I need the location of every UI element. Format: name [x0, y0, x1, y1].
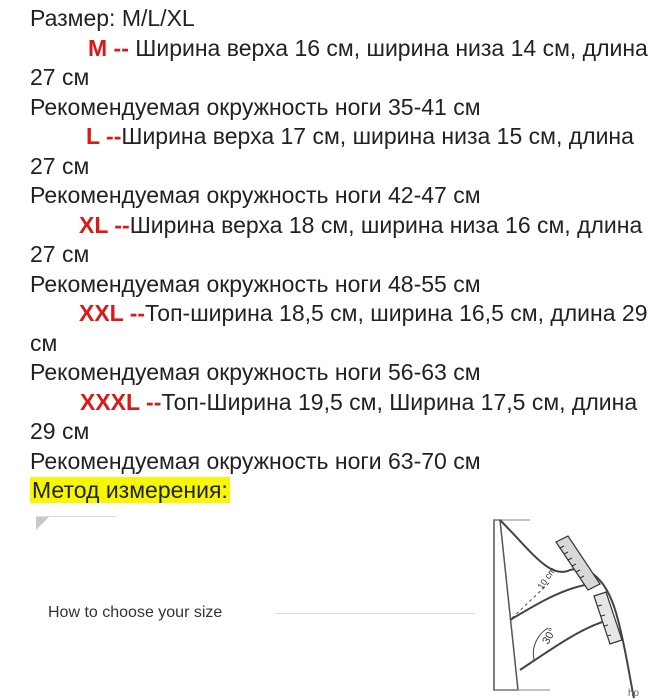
size-desc-xl: Ширина верха 18 см, ширина низа 16 см, длина 27 см — [30, 211, 643, 267]
measure-method-row — [30, 476, 660, 506]
corner-mark: ho — [628, 688, 640, 699]
size-code-xl: XL — [79, 211, 108, 238]
size-guide-figure — [0, 510, 669, 700]
size-header: Размер: M/L/XL — [30, 5, 195, 31]
size-desc-m: Ширина верха 16 см, ширина низа 14 см, длина 27 см — [30, 34, 648, 90]
size-chart-text — [30, 4, 660, 506]
corner-bracket-icon — [36, 516, 50, 530]
size-desc-l: Ширина верха 17 см, ширина низа 15 см, длина 27 см — [30, 123, 634, 179]
size-desc-xxl: Топ-ширина 18,5 см, ширина 16,5 см, длина 29 см — [30, 300, 648, 356]
size-sep-xl: -- — [107, 211, 130, 238]
size-rec-m: Рекомендуемая окружность ноги 35-41 см — [30, 93, 481, 120]
angle-label: 30° — [540, 626, 559, 647]
size-sep-l: -- — [99, 123, 122, 149]
size-code-m: M — [88, 34, 108, 61]
figure-caption: How to choose your size — [48, 604, 223, 621]
figure-rule-mid — [275, 613, 475, 614]
size-desc-xxxl: Топ-Ширина 19,5 см, Ширина 17,5 см, длина 29 см — [30, 388, 638, 444]
size-sep-xxl: -- — [123, 300, 146, 326]
size-code-xxl: XXL — [79, 300, 124, 326]
size-code-xxxl: XXXL — [80, 388, 140, 415]
size-row-xxl — [30, 299, 660, 358]
size-rec-xl: Рекомендуемая окружность ноги 48-55 см — [30, 270, 481, 297]
size-code-l: L — [86, 123, 100, 149]
size-row-xl — [30, 211, 660, 270]
size-sep-m: -- — [107, 34, 129, 61]
measure-length-label: 10 cm — [535, 565, 558, 592]
measure-method-label: Метод измерения: — [32, 477, 228, 503]
size-row-xxxl — [30, 388, 660, 447]
size-row-m — [30, 34, 660, 93]
size-sep-xxxl: -- — [139, 388, 162, 415]
figure-rule-top — [36, 516, 116, 517]
size-rec-l: Рекомендуемая окружность ноги 42-47 см — [30, 182, 481, 208]
size-rec-xxl: Рекомендуемая окружность ноги 56-63 см — [30, 359, 481, 385]
size-row-l — [30, 122, 660, 181]
knee-measure-diagram — [490, 510, 650, 700]
size-rec-xxxl: Рекомендуемая окружность ноги 63-70 см — [30, 447, 481, 474]
